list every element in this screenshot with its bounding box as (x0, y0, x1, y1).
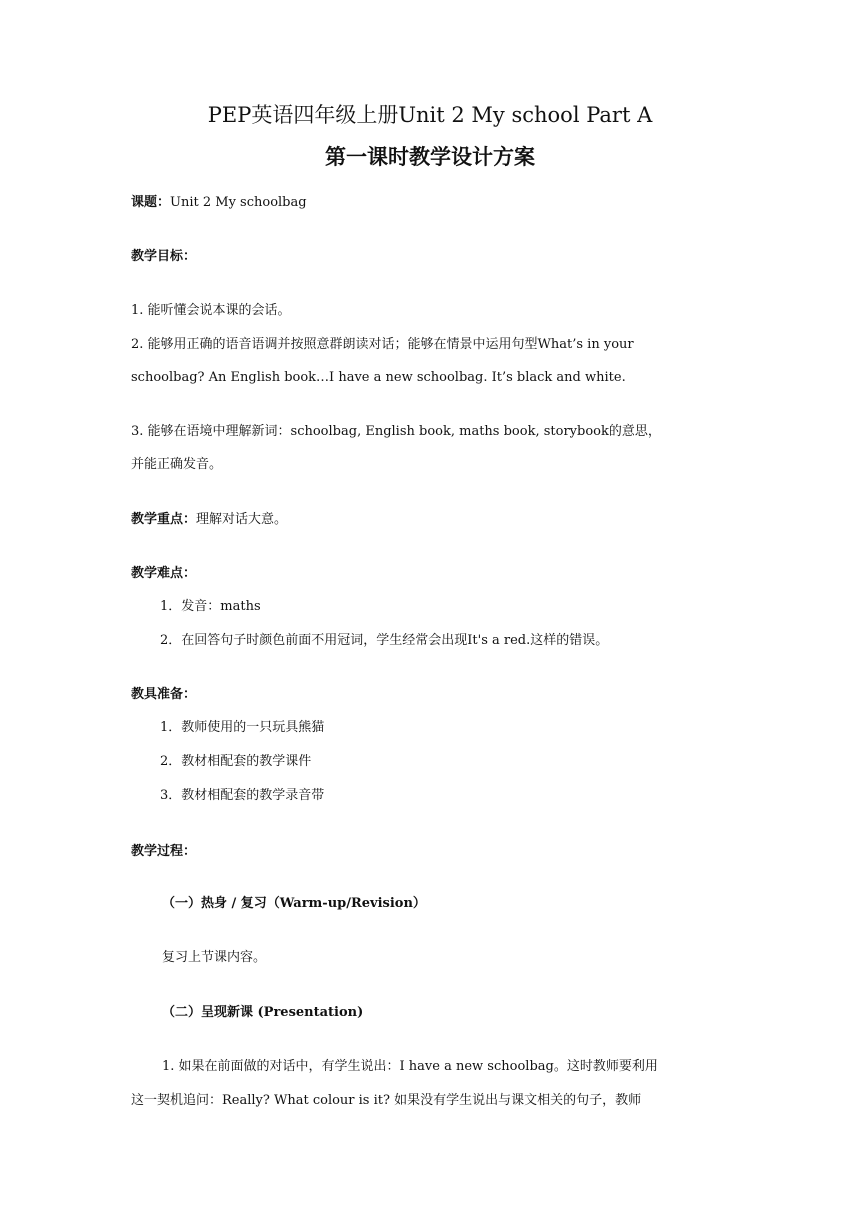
material-item-3: 3．教材相配套的教学录音带 (160, 788, 325, 803)
objective-item-2-line-1: 2. 能够用正确的语音语调并按照意群朗读对话；能够在情景中运用句型What’s in your (131, 337, 634, 352)
objective-item-3-line-1: 3. 能够在语境中理解新词：schoolbag, English book, maths book, storybook的意思， (131, 424, 661, 439)
key-point-value: 理解对话大意。 (196, 512, 288, 527)
topic-line (131, 194, 307, 212)
topic-label: 课题： (131, 195, 171, 210)
objective-item-1: 1. 能听懂会说本课的会话。 (131, 303, 291, 318)
process-section-2-title: （二）呈现新课 (Presentation) (162, 1005, 364, 1020)
material-item-1: 1．教师使用的一只玩具熊猫 (160, 720, 325, 735)
process-section-1-title: （一）热身 / 复习（Warm-up/Revision） (162, 896, 426, 911)
key-point-label: 教学重点： (131, 512, 197, 527)
material-item-2: 2．教材相配套的教学课件 (160, 754, 312, 769)
objective-item-3-line-2: 并能正确发音。 (131, 457, 223, 472)
difficulty-item-2: 2．在回答句子时颜色前面不用冠词，学生经常会出现It's a red.这样的错误。 (160, 633, 609, 648)
doc-title: PEP英语四年级上册Unit 2 My school Part A (207, 103, 653, 127)
process-section-2-paragraph-line-1: 1. 如果在前面做的对话中，有学生说出：I have a new schoolbag。这时教师要利用 (162, 1059, 658, 1074)
difficulties-heading: 教学难点： (131, 566, 197, 581)
process-section-2-paragraph-line-2: 这一契机追问：Really? What colour is it? 如果没有学生说出与课文相关的句子，教师 (131, 1093, 642, 1108)
difficulty-item-1: 1．发音：maths (160, 599, 261, 614)
process-section-1-body: 复习上节课内容。 (162, 950, 267, 965)
topic-value: Unit 2 My schoolbag (170, 195, 307, 210)
materials-heading: 教具准备： (131, 687, 197, 702)
key-point-line (131, 511, 287, 529)
objective-item-2-line-2: schoolbag? An English book…I have a new schoolbag. It’s black and white. (131, 370, 626, 385)
objectives-heading: 教学目标： (131, 249, 197, 264)
doc-subtitle: 第一课时教学设计方案 (325, 144, 535, 169)
process-heading: 教学过程： (131, 844, 197, 859)
